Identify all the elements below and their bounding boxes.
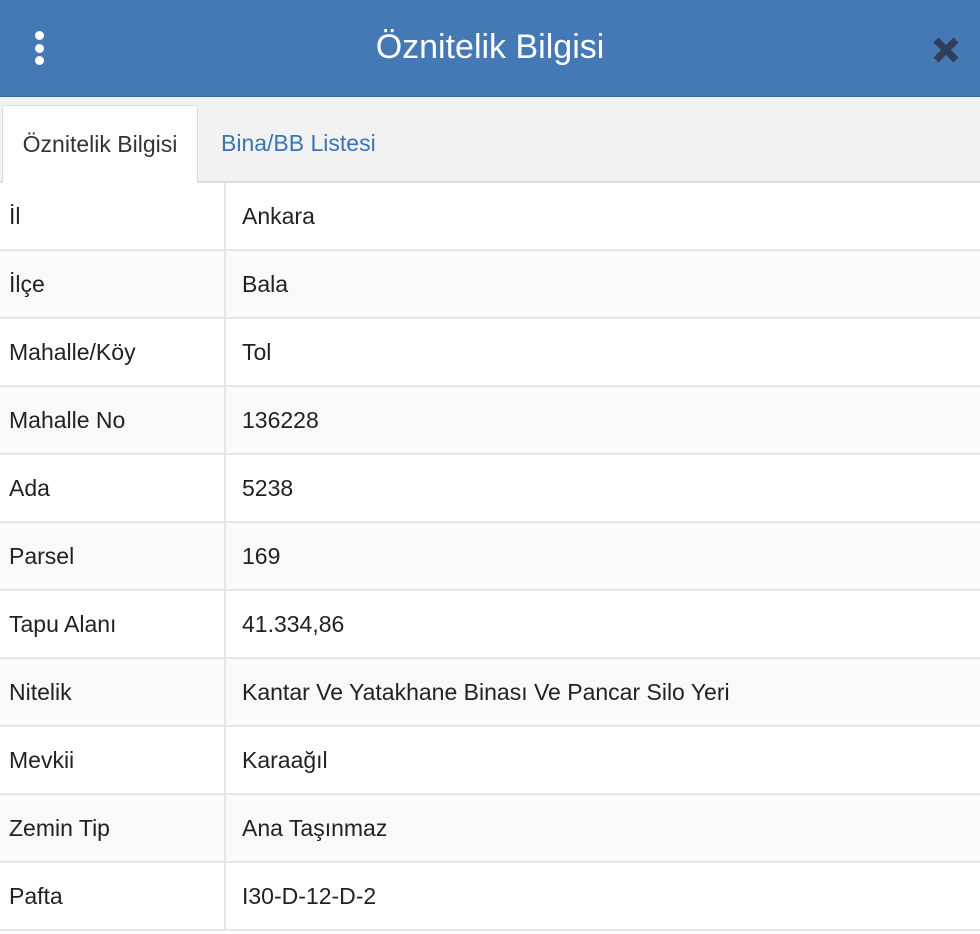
attribute-value: 136228 [242, 407, 319, 433]
attribute-value: Karaağıl [242, 747, 328, 773]
attribute-value: Ana Taşınmaz [242, 815, 388, 841]
attribute-key: Mahalle/Köy [0, 319, 226, 385]
attribute-value: Kantar Ve Yatakhane Binası Ve Pancar Silo Yeri [242, 679, 730, 705]
attribute-key: Nitelik [0, 659, 226, 725]
table-row [0, 455, 980, 523]
table-row [0, 523, 980, 591]
attribute-value: Tol [242, 339, 272, 365]
attribute-value: Ankara [242, 203, 315, 229]
attribute-value: 169 [242, 543, 281, 569]
tab-oznitelik-bilgisi[interactable]: Öznitelik Bilgisi [2, 105, 198, 185]
table-row [0, 183, 980, 251]
table-row [0, 319, 980, 387]
attribute-key: İlçe [0, 251, 226, 317]
attribute-key: Ada [0, 455, 226, 521]
attribute-key: Mevkii [0, 727, 226, 793]
panel-title: Öznitelik Bilgisi [375, 28, 605, 66]
attribute-key: Tapu Alanı [0, 591, 226, 657]
attribute-table [0, 183, 980, 931]
attribute-key: Zemin Tip [0, 795, 226, 861]
attribute-value: 41.334,86 [242, 611, 345, 637]
attribute-key: İl [0, 183, 226, 249]
attribute-key: Pafta [0, 863, 226, 929]
table-row [0, 251, 980, 319]
table-row [0, 863, 980, 931]
close-icon[interactable] [928, 32, 964, 68]
attribute-value: I30-D-12-D-2 [242, 883, 377, 909]
table-row [0, 387, 980, 455]
tab-bar [0, 97, 980, 183]
table-row [0, 659, 980, 727]
attribute-key: Mahalle No [0, 387, 226, 453]
table-row [0, 591, 980, 659]
tab-bina-bb-listesi[interactable]: Bina/BB Listesi [221, 130, 376, 156]
attribute-value: Bala [242, 271, 289, 297]
attribute-key: Parsel [0, 523, 226, 589]
table-row [0, 727, 980, 795]
table-row [0, 795, 980, 863]
attribute-value: 5238 [242, 475, 294, 501]
panel-header [0, 0, 980, 97]
